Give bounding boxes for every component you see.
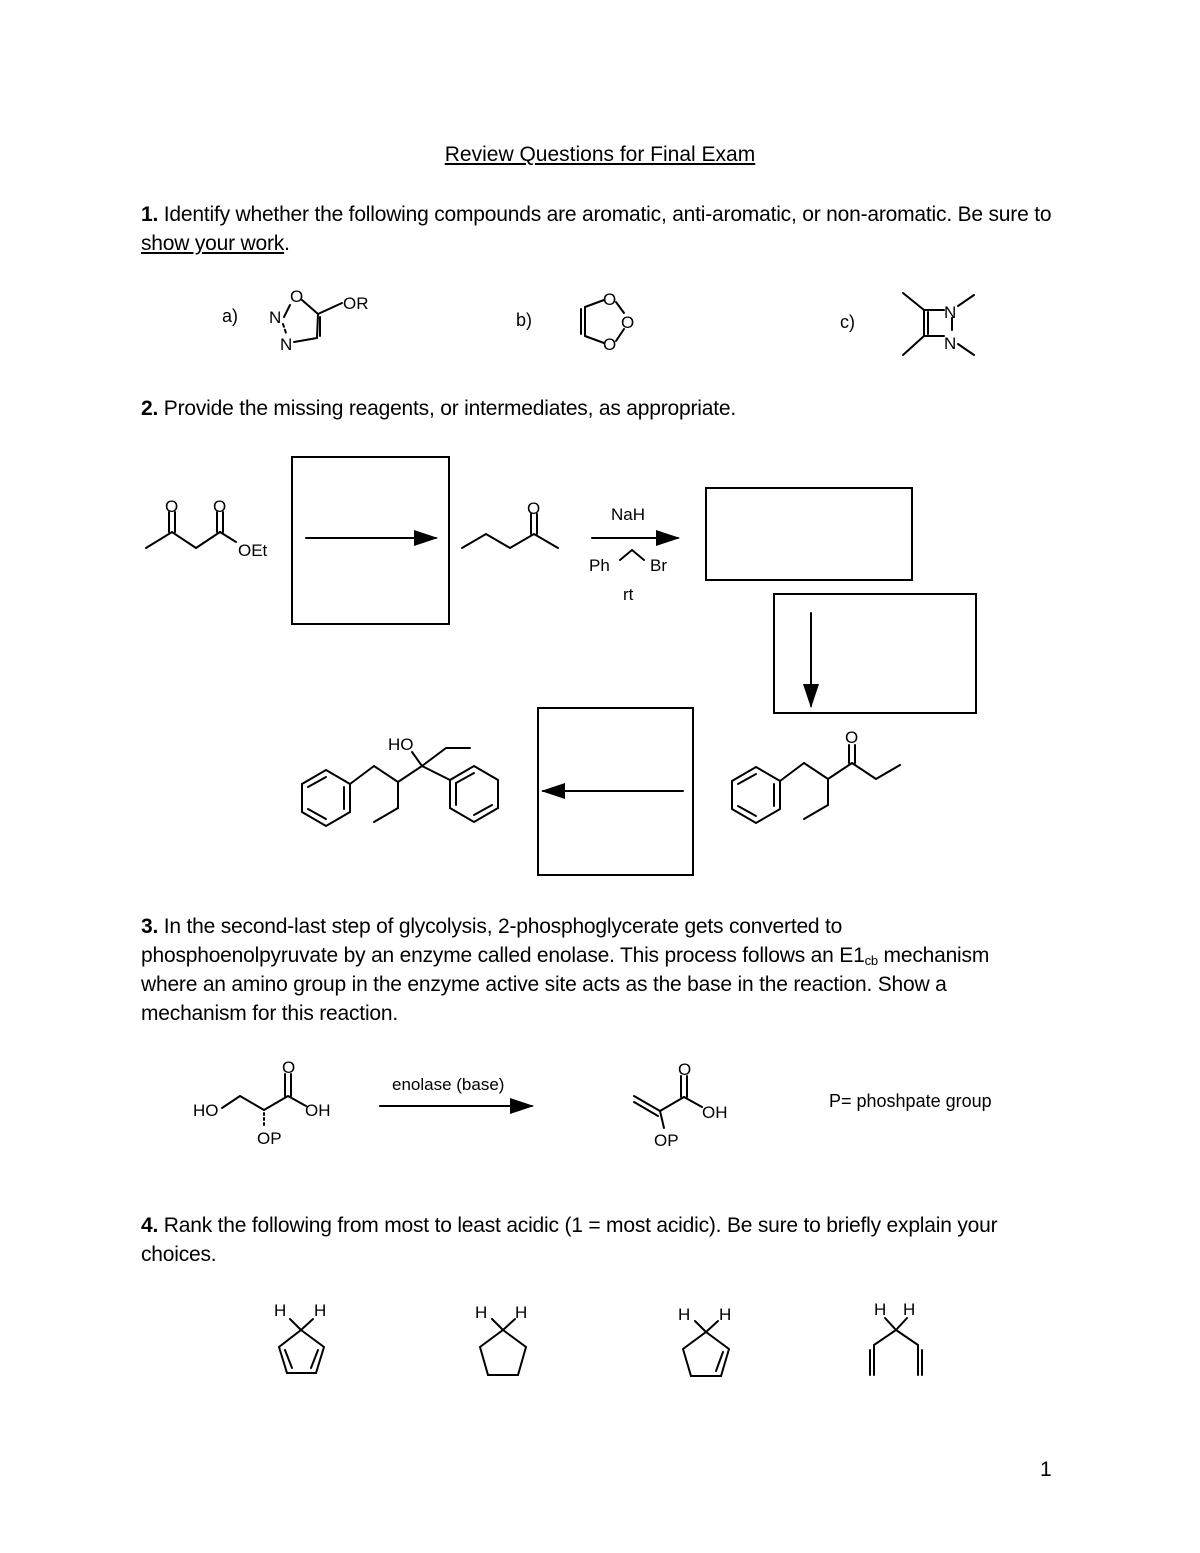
ethyl-acetoacetate [146, 512, 236, 548]
svg-text:H: H [475, 1303, 488, 1322]
label-b: b) [516, 310, 533, 330]
phosphate-note: P= phoshpate group [829, 1091, 992, 1111]
svg-text:H: H [515, 1303, 528, 1322]
question-4-line-2: choices. [141, 1243, 217, 1266]
svg-text:H: H [678, 1305, 691, 1324]
svg-text:H: H [314, 1301, 327, 1320]
show-your-work-emphasis: show your work [141, 232, 285, 255]
svg-text:O: O [678, 1060, 692, 1079]
svg-text:H: H [903, 1300, 916, 1319]
cyclopentane [480, 1319, 526, 1375]
cyclopentadiene [279, 1319, 324, 1373]
question-3-line-2: phosphoenolpyruvate by an enzyme called enolase. This process follows an $E1_{cb}$ mechanism [141, 944, 990, 968]
benzyl-bromide-bond [620, 550, 644, 560]
question-3-line-3: where an amino group in the enzyme active site acts as the base in the reaction. Show a [141, 973, 947, 996]
svg-text:O: O [290, 287, 304, 306]
svg-text:OH: OH [702, 1103, 728, 1122]
question-1-text: 1. Identify whether the following compounds are aromatic, anti-aromatic, or non-aromatic. Be sure to show your work. [141, 203, 1052, 255]
svg-text:OP: OP [257, 1129, 282, 1148]
svg-text:HO: HO [388, 735, 414, 754]
tertiary-alcohol-product [302, 748, 498, 826]
compound-c-diazete [903, 293, 974, 355]
svg-text:O: O [282, 1058, 296, 1077]
pentanone [462, 534, 558, 548]
svg-text:O: O [165, 497, 179, 516]
question-3-line-4: mechanism for this reaction. [141, 1002, 399, 1025]
question-2-text: 2. Provide the missing reagents, or intermediates, as appropriate. [141, 397, 736, 420]
svg-text:O: O [621, 313, 635, 332]
svg-text:OR: OR [343, 294, 369, 313]
pentadiene [870, 1318, 922, 1375]
svg-text:OEt: OEt [238, 541, 268, 560]
svg-text:O: O [527, 499, 541, 518]
question-4-line-1: 4. Rank the following from most to least acidic (1 = most acidic). Be sure to briefly explain your [141, 1214, 998, 1237]
svg-text:OH: OH [305, 1101, 331, 1120]
label-a: a) [222, 306, 239, 326]
svg-text:HO: HO [193, 1101, 219, 1120]
svg-text:N: N [280, 335, 293, 354]
page-number: 1 [1040, 1458, 1052, 1481]
svg-text:O: O [845, 728, 859, 747]
svg-text:Ph: Ph [589, 556, 610, 575]
svg-text:H: H [874, 1300, 887, 1319]
question-3-line-1: 3. In the second-last step of glycolysis, 2-phosphoglycerate gets converted to [141, 915, 843, 938]
svg-text:N: N [944, 334, 957, 353]
svg-text:Br: Br [650, 556, 667, 575]
ketone-intermediate [732, 745, 900, 823]
cyclopentene [683, 1321, 729, 1376]
answer-box-2 [706, 488, 912, 580]
svg-text:N: N [269, 308, 282, 327]
reagent-nah: NaH [611, 505, 646, 524]
svg-text:O: O [603, 290, 617, 309]
svg-text:H: H [719, 1305, 732, 1324]
svg-text:OP: OP [654, 1131, 679, 1150]
label-c: c) [840, 312, 855, 332]
page-title: Review Questions for Final Exam [444, 143, 756, 166]
answer-box-3 [774, 594, 976, 713]
svg-text:H: H [274, 1301, 287, 1320]
answer-box-1 [292, 457, 449, 624]
svg-text:O: O [603, 335, 617, 354]
enolase-label: enolase (base) [392, 1075, 505, 1094]
phosphoenolpyruvate [634, 1076, 702, 1128]
reagent-rt: rt [623, 585, 634, 604]
svg-text:O: O [213, 497, 227, 516]
2-phosphoglycerate [222, 1074, 306, 1128]
svg-text:N: N [944, 303, 957, 322]
